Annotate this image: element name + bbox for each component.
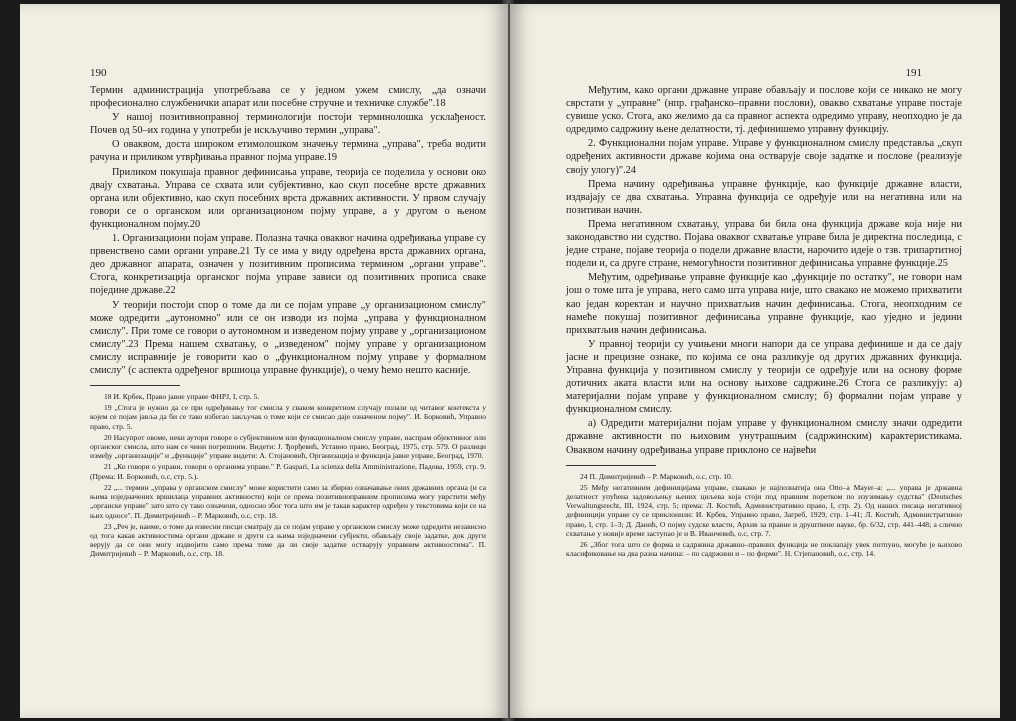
right-body — [566, 84, 962, 560]
footnote-divider — [566, 465, 656, 466]
paragraph: О оваквом, доста широком етимолошком значењу термина „управа", треба водити рачуна и приликом утврђивања правног појма управе.19 — [90, 139, 486, 164]
paragraph: Међутим, како органи државне управе обављају и послове који се никако не могу сврстати у „управне" (нпр. грађанско–правни послови), овакво схватање управе постаје сувише уско. Стога, ако желимо да са правног аспекта одредимо управу, неопходно је да одредимо садржину њене делатности, тј. дефинишемо управну функцију. — [566, 85, 962, 136]
paragraph: Према негативном схватању, управа би била она функција државе која није ни законодавство ни судство. Појава оваквог схватање управе била је директна последица, с једне стране, појаве теорија о подели државне власти, нарочито идеје о тзв. трипартитној подели и, са друге стране, немогућности позитивног дефинисања управне функције.25 — [566, 218, 962, 270]
footnote-divider — [90, 385, 180, 386]
footnote: 22 „... термин „управа у органском смислу" може користити само за збирно означавање оних државних органа (и са њима изједначених вршилаца управних активности) који се према позитивноправним прописима могу уврстити међу „органске управе" зато што су тако означени, односно због тога што им је такав карактер одређен у текстовима који се на њих односе". П. Димитријевић – Р. Марковић, о.с, стр. 18. — [90, 482, 486, 520]
footnote: 25 Међу негативним дефиницијама управе, свакако је најпознатија она Otto–a Mayer–a: „... управа је државна делатност упућена задовољењу њених циљева која стоји под правним поретком по изузимању судства" (Deutsches Verwaltungsrecht, III, 1924, стр. 5; према: Л. Костић, Административно право, I, стр. 2). Од наших писаца негативној дефиницији управе су се приклонили: И. Крбек, Управно право, Загреб, 1929, стр. 1–41; Л. Костић, Административно право, I, стр. 1–3; Д. Данић, О појму судске власти, Архив за правне и друштвене науке, бр. 6/32, стр. 441–448; а слично схватање у новије време заступао је и В. Ивaнчевић, о.с, стр. 7. — [566, 482, 962, 538]
footnote: 24 П. Димитријевић – Р. Марковић, о.с, стр. 10. — [580, 471, 733, 481]
paragraph: Према начину одређивања управне функције, као функције државне власти, издвајају се два схватања. Управна функција се одређује или на негативна или на позитиван начин. — [566, 178, 962, 216]
footnote: 19 „Стога је нужно да се при одређивању тог смисла у сваком конкретном случају полази од читавог контекста у којем се појам јавља да би се тако избегао закључак о томе који се смисао даје означеном појму". И. Борковић, Управно право, стр. 5. — [90, 403, 486, 431]
left-body — [90, 84, 486, 561]
paragraph: У теорији постоји спор о томе да ли се појам управе „у организационом смислу" може одредити „аутономно" или се он изводи из појма „управа у функционалном смислу". При томе се говори о аутономном и изведеном појму управе у „организационом смислу".23 Према нашем схватању, о „изведеном" појму управе у организационом смислу исправније је говорити као о „функционалном појму управе у формалном смислу" (с аспекта одређеног вршиоца управне функције), о чему ћемо нешто касније. — [90, 299, 486, 376]
footnotes — [566, 472, 962, 559]
paragraph: У нашој позитивноправној терминологији постоји терминолошка усклађеност. Почев од 50–их година у употреби је искључиво термин „управа". — [90, 112, 486, 137]
paragraph: Термин администрација употребљава се у једном ужем смислу, „да означи професионално службенички апарат или посебне стручне и техничке службе".18 — [90, 85, 486, 110]
paragraph: У правној теорији су учињени многи напори да се управа дефинише и да се дају јасне и прецизне ознаке, по којима се она разликује од других државних функција. Управна функција у позитивном смислу у теорији се одређује или на основу форме дотичних аката власти или на основу њихове садржине.26 Стога се разликују: а) материјални појам управе у функционалном смислу; б) формални појам управе у функционалном смислу. — [566, 338, 962, 416]
paragraph: а) Одредити материјални појам управе у функционалном смислу значи одредити државне активности по њиховим унутрашњим (садржинским) карактеристикама. Оваквом начину одређивања управе приклоно се највећи — [566, 418, 962, 456]
footnote: 18 И. Крбек, Право јавне управе ФНРЈ, I, стр. 5. — [104, 392, 260, 402]
footnotes — [90, 392, 486, 558]
page-number: 190 — [90, 67, 107, 79]
page-number: 191 — [905, 67, 922, 79]
paragraph: Међутим, одређивање управне функције као „функције по остатку", не говори нам још о томе шта је управа, него само шта управа није, што свакако не можемо прихватити као један коректан и научно прихватљив начин дефинисања. Стога, неопходним се намеће покушај позитивног дефинисања управне функције, као уједно и једини прихватљив начин дефинисања. — [566, 272, 962, 336]
footnote: 23 „Реч је, наиме, о томе да извесни писци сматрају да се појам управе у органском смислу може одредити независно од тога какав активностима органи државе и други са њима изједначени субјекти, обављају своје задатке, док други верују да се они могу издвојити само према томе да ли своје задатке остварују управним активностима". П. Димитријевић – Р. Марковић, о.с, стр. 18. — [90, 521, 486, 559]
paragraph: 1. Организациони појам управе. Полазна тачка оваквог начина одређивања управе су првенствено сами органи управе.21 Ту се има у виду одређена врста државних органа, део државног апарата, означен у позитивним прописима термином „органи управе". Стога, конкретизација органског појма управе зависи од позитивних прописа сваке поједине државе.22 — [90, 233, 486, 297]
paragraph: Приликом покушаја правног дефинисања управе, теорија се поделила у основи око двају схватања. Управа се схвата или субјективно, као скуп посебне врсте државних органа или објективно, као скуп посебних врста државних активности. У првом случају говори се о органском или организационом појму управе, а у другом о њеном функционалном појму.20 — [90, 166, 486, 230]
right-page — [510, 4, 1000, 718]
footnote: 20 Насупрот овоме, неки аутори говоре о субјективном или функционалном смислу управе, наспрам објективног или органског смисла, што нам се чини погрешним. Видети: Ј. Ђорђевић, Уставно право, Београд, 1975, стр. 579. О разлици између „организације" и „функције" управе видети: А. Стојановић, Организација и функција јавне управе, Београд, 1970. — [90, 432, 486, 461]
paragraph: 2. Функционални појам управе. Управе у функционалном смислу представља „скуп одређених активности државе којима она остварује своје задатке и послове (реализује своју улогу)".24 — [566, 138, 962, 176]
footnote: 21 „Ко говори о управи, говори о органима управе." Р. Gaspari, La scienza della Amministrazione, Падова, 1959, стр. 9. (Према: И. Борковић, о.с, стр. 5.). — [90, 462, 486, 481]
footnote: 26 „Због тога што се форма и садржина државно–правних функција не поклапају увек потпуно, могуће је њихово класификовање на два разна начина: – по садржини и – по форми". Н. Стјепановић, о.с, стр. 14. — [566, 540, 962, 559]
left-page — [20, 4, 508, 718]
